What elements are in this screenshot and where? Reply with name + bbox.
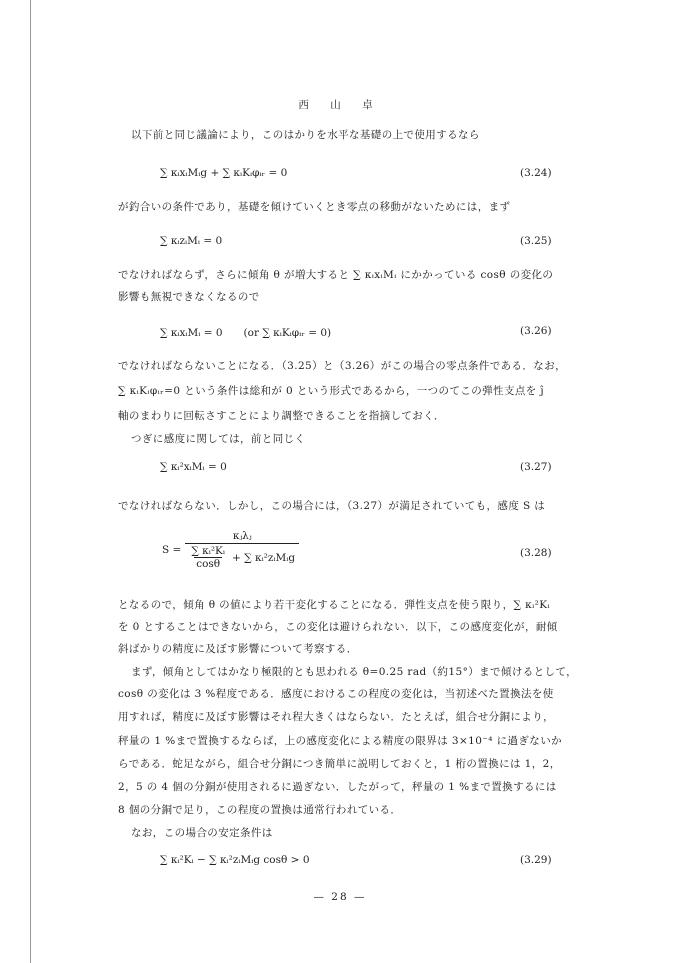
page-margin-rule bbox=[30, 0, 31, 963]
paragraph-line: つぎに感度に関しては，前と同じく bbox=[131, 433, 306, 445]
fraction-denominator bbox=[185, 543, 299, 570]
equation-number: (3.24) bbox=[520, 167, 552, 179]
inner-numerator: ∑ κᵢ²Kᵢ bbox=[191, 545, 226, 557]
equation-number: (3.27) bbox=[520, 461, 552, 473]
equation-3-25: ∑ κᵢzᵢMᵢ = 0 bbox=[160, 235, 223, 247]
paragraph-line: となるので，傾角 θ の値により若干変化することになる．弾性支点を使う限り，∑ κᵢ²Kᵢ bbox=[118, 599, 550, 611]
equation-number: (3.25) bbox=[520, 235, 552, 247]
running-header-author: 西 山 卓 bbox=[298, 99, 382, 111]
fraction-numerator: κⱼλⱼ bbox=[232, 530, 252, 542]
paragraph-line: 秤量の 1 %まで置換するならば，上の感度変化による精度の限界は 3×10⁻⁴ に過ぎないか bbox=[118, 735, 562, 747]
equation-3-24: ∑ κᵢxᵢMᵢg + ∑ κᵢKᵢφᵢᵣ = 0 bbox=[160, 167, 288, 179]
equation-lhs: S = bbox=[162, 544, 182, 556]
paragraph-line: 8 個の分銅で足り，この程度の置換は通常行われている． bbox=[118, 804, 402, 816]
paragraph-line: が釣合いの条件であり，基礎を傾けていくとき零点の移動がないためには，まず bbox=[118, 201, 511, 213]
equation-number: (3.26) bbox=[520, 325, 552, 337]
page-number: — 28 — bbox=[313, 891, 367, 903]
paragraph-line: 軸のまわりに回転さすことにより調整できることを指摘しておく． bbox=[118, 410, 445, 422]
paragraph-line: 斜ばかりの精度に及ぼす影響について考察する． bbox=[118, 643, 358, 655]
equation-number: (3.29) bbox=[520, 854, 552, 866]
equation-3-26: ∑ κᵢxᵢMᵢ = 0 (or ∑ κᵢKᵢφᵢᵣ = 0) bbox=[160, 327, 332, 339]
equation-3-29: ∑ κᵢ²Kᵢ − ∑ κᵢ²zᵢMᵢg cosθ > 0 bbox=[160, 854, 310, 866]
paragraph-line: 以下前と同じ議論により，このはかりを水平な基礎の上で使用するなら bbox=[131, 129, 480, 141]
paragraph-line: ∑ κᵢKᵢφᵢᵣ=0 という条件は総和が 0 という形式であるから，一つのてこの弾性支点を ĵ bbox=[118, 385, 545, 397]
paragraph-line: でなければならない．しかし，この場合には，（3.27）が満足されていても，感度 S は bbox=[118, 500, 546, 512]
paragraph-line: 用すれば，精度に及ぼす影響はそれ程大きくはならない．たとえば，組合せ分銅により， bbox=[118, 711, 554, 723]
paragraph-line: でなければならないことになる．（3.25）と（3.26）がこの場合の零点条件である．なお， bbox=[118, 360, 567, 372]
paragraph-line: cosθ の変化は 3 %程度である．感度におけるこの程度の変化は，当初述べた置換法を使 bbox=[118, 688, 554, 700]
paragraph-line: まず，傾角としてはかなり極限的とも思われる θ=0.25 rad（約15°）まで傾けるとして， bbox=[131, 666, 578, 678]
paragraph-line: なお，この場合の安定条件は bbox=[131, 827, 273, 839]
fraction bbox=[185, 530, 299, 570]
paragraph-line: 影響も無視できなくなるので bbox=[118, 291, 260, 303]
equation-3-27: ∑ κᵢ²xᵢMᵢ = 0 bbox=[160, 461, 227, 473]
paragraph-line: らである．蛇足ながら，組合せ分銅につき簡単に説明しておくと，1 桁の置換には 1，2， bbox=[118, 758, 561, 770]
inner-denominator: cosθ bbox=[196, 558, 221, 570]
equation-3-28 bbox=[162, 530, 303, 570]
paragraph-line: 2，5 の 4 個の分銅が使用されるに過ぎない．したがって，秤量の 1 %まで置換するには bbox=[118, 781, 557, 793]
denominator-tail: + ∑ κᵢ²zᵢMᵢg bbox=[232, 551, 296, 564]
paragraph-line: を 0 とすることはできないから，この変化は避けられない．以下，この感度変化が，耐傾 bbox=[118, 621, 558, 633]
equation-number: (3.28) bbox=[520, 547, 552, 559]
paragraph-line: でなければならず，さらに傾角 θ が増大すると ∑ κᵢxᵢMᵢ にかかっている cosθ の変化の bbox=[118, 269, 554, 281]
